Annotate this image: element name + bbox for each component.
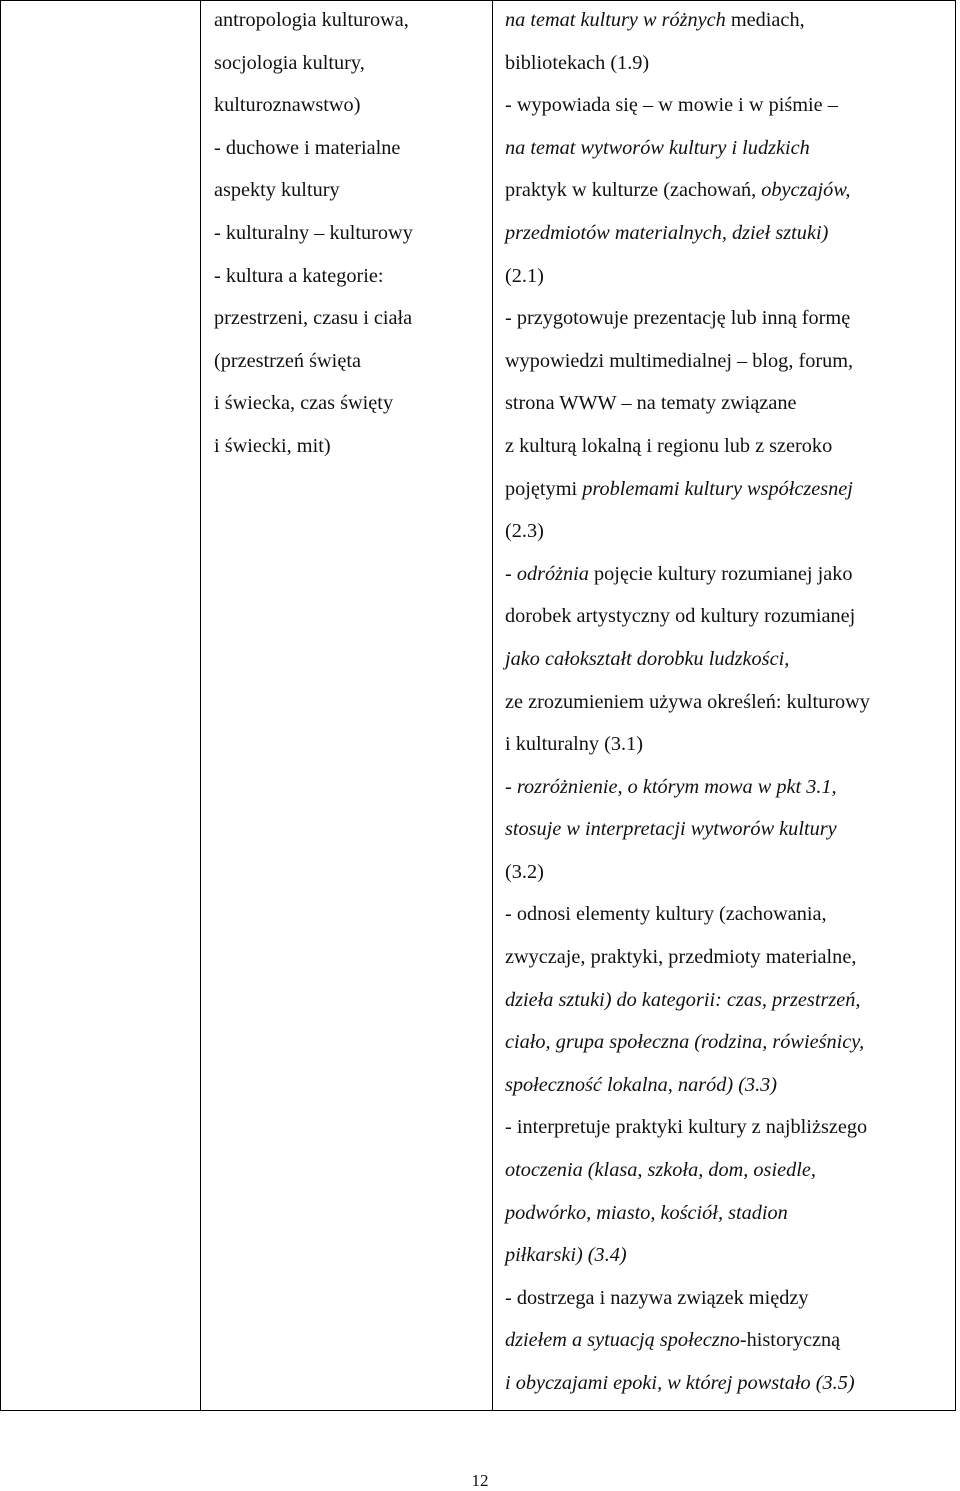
text-line <box>505 212 951 255</box>
text-segment: i świecki, mit) <box>214 434 331 457</box>
text-segment: wypowiedzi multimedialnej – blog, forum, <box>505 349 854 372</box>
italic-text-segment: piłkarski) (3.4) <box>505 1244 627 1267</box>
text-segment: strona WWW – na tematy związane <box>505 392 797 415</box>
italic-text-segment: jako całokształt dorobku ludzkości, <box>505 647 790 670</box>
text-line <box>505 468 951 511</box>
text-segment: przestrzeni, czasu i ciała <box>214 307 413 330</box>
italic-text-segment: i obyczajami epoki, w której powstało (3.5) <box>505 1372 855 1394</box>
text-segment: (3.2) <box>505 860 544 883</box>
text-segment: kulturoznawstwo) <box>214 94 361 117</box>
text-line <box>505 1064 951 1107</box>
text-segment: dorobek artystyczny od kultury rozumianej <box>505 605 856 628</box>
text-line <box>505 1277 951 1320</box>
text-line <box>505 127 951 170</box>
text-line <box>505 0 951 42</box>
italic-text-segment: otoczenia (klasa, szkoła, dom, osiedle, <box>505 1159 816 1182</box>
text-line <box>505 1021 951 1064</box>
text-segment: aspekty kultury <box>214 179 340 202</box>
text-segment: zwyczaje, praktyki, przedmioty materialne, <box>505 946 857 969</box>
text-line <box>505 936 951 979</box>
text-segment: bibliotekach (1.9) <box>505 51 650 74</box>
text-line <box>214 382 486 425</box>
italic-text-segment: społeczność lokalna, naród) (3.3) <box>505 1073 778 1096</box>
text-line <box>214 340 486 383</box>
text-line <box>214 212 486 255</box>
italic-text-segment: stosuje w interpretacji wytworów kultury <box>505 818 837 841</box>
text-segment: - odnosi elementy kultury (zachowania, <box>505 903 827 926</box>
content-cell-left <box>214 0 486 468</box>
text-line <box>505 1149 951 1192</box>
text-line <box>505 340 951 383</box>
text-line <box>505 169 951 212</box>
italic-text-segment: na temat wytworów kultury i ludzkich <box>505 136 810 159</box>
text-line <box>505 681 951 724</box>
text-segment: - interpretuje praktyki kultury z najbliższego <box>505 1116 868 1139</box>
text-line <box>505 297 951 340</box>
text-line <box>505 1319 951 1362</box>
text-line <box>214 255 486 298</box>
text-line <box>505 851 951 894</box>
text-line <box>505 42 951 85</box>
page-number: 12 <box>471 1471 489 1490</box>
italic-text-segment: problemami kultury współczesnej <box>582 477 853 500</box>
italic-text-segment: dziełem a sytuacją społeczno- <box>505 1329 747 1352</box>
column-divider-right <box>492 1 493 1410</box>
text-line <box>505 510 951 553</box>
text-segment: i kulturalny (3.1) <box>505 733 643 756</box>
text-segment: socjologia kultury, <box>214 51 365 74</box>
text-segment: - <box>505 562 517 585</box>
text-line <box>505 1234 951 1277</box>
italic-text-segment: na temat kultury w różnych <box>505 9 726 31</box>
text-line <box>505 425 951 468</box>
text-line <box>505 979 951 1022</box>
text-segment: ze zrozumieniem używa określeń: kulturowy <box>505 690 870 713</box>
column-divider-left <box>200 1 201 1410</box>
text-segment: antropologia kulturowa, <box>214 9 409 31</box>
text-segment: - wypowiada się – w mowie i w piśmie – <box>505 94 838 117</box>
text-segment: - przygotowuje prezentację lub inną formę <box>505 307 851 330</box>
italic-text-segment: dzieła sztuki) do kategorii: czas, przestrzeń, <box>505 988 861 1011</box>
text-line <box>505 595 951 638</box>
text-segment: (2.3) <box>505 520 544 543</box>
text-segment: (2.1) <box>505 264 544 287</box>
text-line <box>505 382 951 425</box>
text-segment: - kultura a kategorie: <box>214 264 384 287</box>
text-line <box>214 42 486 85</box>
text-line <box>505 893 951 936</box>
italic-text-segment: obyczajów, <box>761 179 851 202</box>
italic-text-segment: odróżnia <box>516 562 589 585</box>
text-segment: mediach, <box>725 9 805 31</box>
text-line <box>214 0 486 42</box>
italic-text-segment: przedmiotów materialnych, dzieł sztuki) <box>505 221 829 244</box>
text-line <box>214 169 486 212</box>
text-line <box>505 638 951 681</box>
text-line <box>505 1106 951 1149</box>
text-segment: historyczną <box>746 1329 841 1352</box>
text-segment: z kulturą lokalną i regionu lub z szeroko <box>505 434 833 457</box>
italic-text-segment: podwórko, miasto, kościół, stadion <box>505 1201 788 1224</box>
text-segment: - dostrzega i nazywa związek między <box>505 1286 809 1309</box>
text-line <box>505 808 951 851</box>
text-line <box>505 255 951 298</box>
requirements-cell-right <box>505 0 951 1405</box>
text-line <box>505 84 951 127</box>
text-segment: pojęcie kultury rozumianej jako <box>588 562 853 585</box>
text-segment: - duchowe i materialne <box>214 136 401 159</box>
text-segment: pojętymi <box>505 477 583 500</box>
text-segment: (przestrzeń święta <box>214 349 361 372</box>
text-line <box>214 297 486 340</box>
text-line <box>214 127 486 170</box>
text-line <box>214 84 486 127</box>
text-line <box>505 1192 951 1235</box>
text-line <box>505 723 951 766</box>
italic-text-segment: ciało, grupa społeczna (rodzina, rówieśnicy, <box>505 1031 865 1054</box>
text-line <box>505 766 951 809</box>
text-segment: - kulturalny – kulturowy <box>214 221 413 244</box>
text-line <box>214 425 486 468</box>
text-line <box>505 553 951 596</box>
text-segment: praktyk w kulturze (zachowań, <box>505 179 762 202</box>
text-line <box>505 1362 951 1405</box>
text-segment: i świecka, czas święty <box>214 392 394 415</box>
italic-text-segment: - rozróżnienie, o którym mowa w pkt 3.1, <box>505 775 837 798</box>
